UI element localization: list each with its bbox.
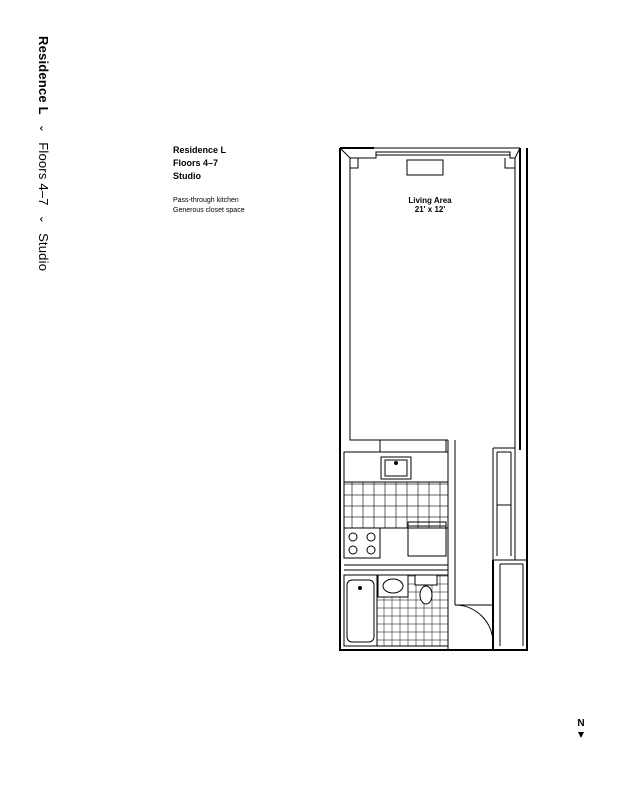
feature-item: Generous closet space bbox=[173, 207, 245, 214]
toilet-bowl bbox=[420, 586, 432, 604]
unit-info-residence: Residence L bbox=[173, 145, 227, 155]
stove bbox=[344, 528, 380, 558]
bathroom bbox=[344, 575, 448, 646]
chevron-down-icon: ⌄ bbox=[37, 123, 49, 134]
toilet-tank bbox=[415, 575, 437, 585]
north-label: N bbox=[577, 718, 585, 729]
bathtub bbox=[344, 575, 377, 646]
chevron-down-icon: ⌄ bbox=[37, 214, 49, 225]
unit-info-type: Studio bbox=[173, 171, 201, 181]
entry-door bbox=[455, 605, 493, 650]
living-area-label bbox=[390, 196, 470, 214]
kitchen bbox=[344, 440, 448, 570]
living-area-dims: 21' x 12' bbox=[414, 205, 446, 214]
side-title-type: Studio bbox=[36, 233, 51, 272]
side-title-floors: Floors 4–7 bbox=[36, 142, 51, 206]
side-title-residence: Residence L bbox=[36, 36, 51, 115]
unit-info-floors: Floors 4–7 bbox=[173, 158, 219, 168]
feature-item: Pass-through kitchen bbox=[173, 197, 239, 204]
living-area-name: Living Area bbox=[408, 196, 452, 205]
north-arrow-icon bbox=[578, 732, 584, 738]
